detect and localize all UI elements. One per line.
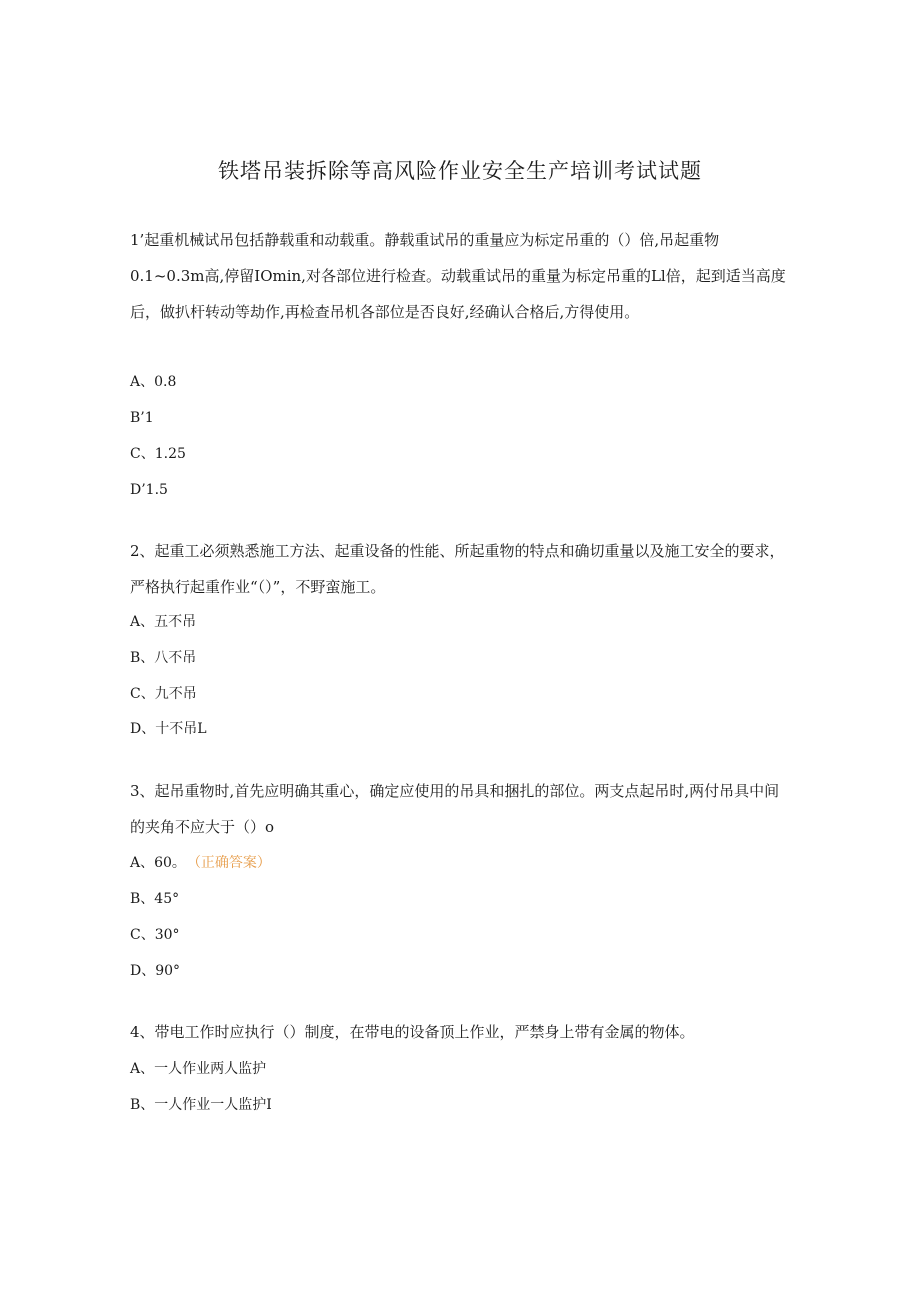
question-2-option-c: C、九不吊 bbox=[130, 686, 197, 702]
question-4-option-a: A、一人作业两人监护 bbox=[130, 1061, 267, 1077]
page-title: 铁塔吊装拆除等高风险作业安全生产培训考试试题 bbox=[218, 159, 702, 183]
correct-answer-label: （正确答案） bbox=[193, 855, 271, 871]
question-2-option-a: A、五不吊 bbox=[130, 614, 197, 630]
question-1-option-a: A、0.8 bbox=[130, 374, 177, 390]
question-3-option-d: D、90° bbox=[130, 963, 181, 979]
question-1-option-c: C、1.25 bbox=[130, 446, 186, 462]
question-3-option-a bbox=[130, 853, 271, 873]
question-3-option-c: C、30° bbox=[130, 927, 180, 943]
question-1-option-b: B’1 bbox=[130, 410, 154, 426]
question-3-option-b: B、45° bbox=[130, 891, 180, 907]
question-3-option-a-text: A、60。 bbox=[130, 855, 186, 871]
question-2-option-d: D、十不吊L bbox=[130, 721, 207, 737]
question-1-stem: 1’起重机械试吊包括静载重和动载重。静载重试吊的重量应为标定吊重的（）倍,吊起重物0.1~0.3m高,停留IOmin,对各部位进行检查。动载重试吊的重量为标定吊重的Ll倍，起到适当高度后，做扒杆转动等劫作,再检查吊机各部位是否良好,经确认合格后,方得使用。 bbox=[130, 231, 786, 321]
question-4-stem: 4、带电工作时应执行（）制度，在带电的设备顶上作业，严禁身上带有金属的物体。 bbox=[130, 1023, 695, 1041]
question-2-stem: 2、起重工必须熟悉施工方法、起重设备的性能、所起重物的特点和确切重量以及施工安全的要求，严格执行起重作业“（）”，不野蛮施工。 bbox=[130, 542, 785, 596]
question-4-option-b: B、一人作业一人监护I bbox=[130, 1097, 272, 1113]
question-1-option-d: D’1.5 bbox=[130, 482, 168, 498]
question-2-option-b: B、八不吊 bbox=[130, 650, 197, 666]
question-3-stem: 3、起吊重物时,首先应明确其重心，确定应使用的吊具和捆扎的部位。两支点起吊时,两付吊具中间的夹角不应大于（）o bbox=[130, 782, 780, 836]
